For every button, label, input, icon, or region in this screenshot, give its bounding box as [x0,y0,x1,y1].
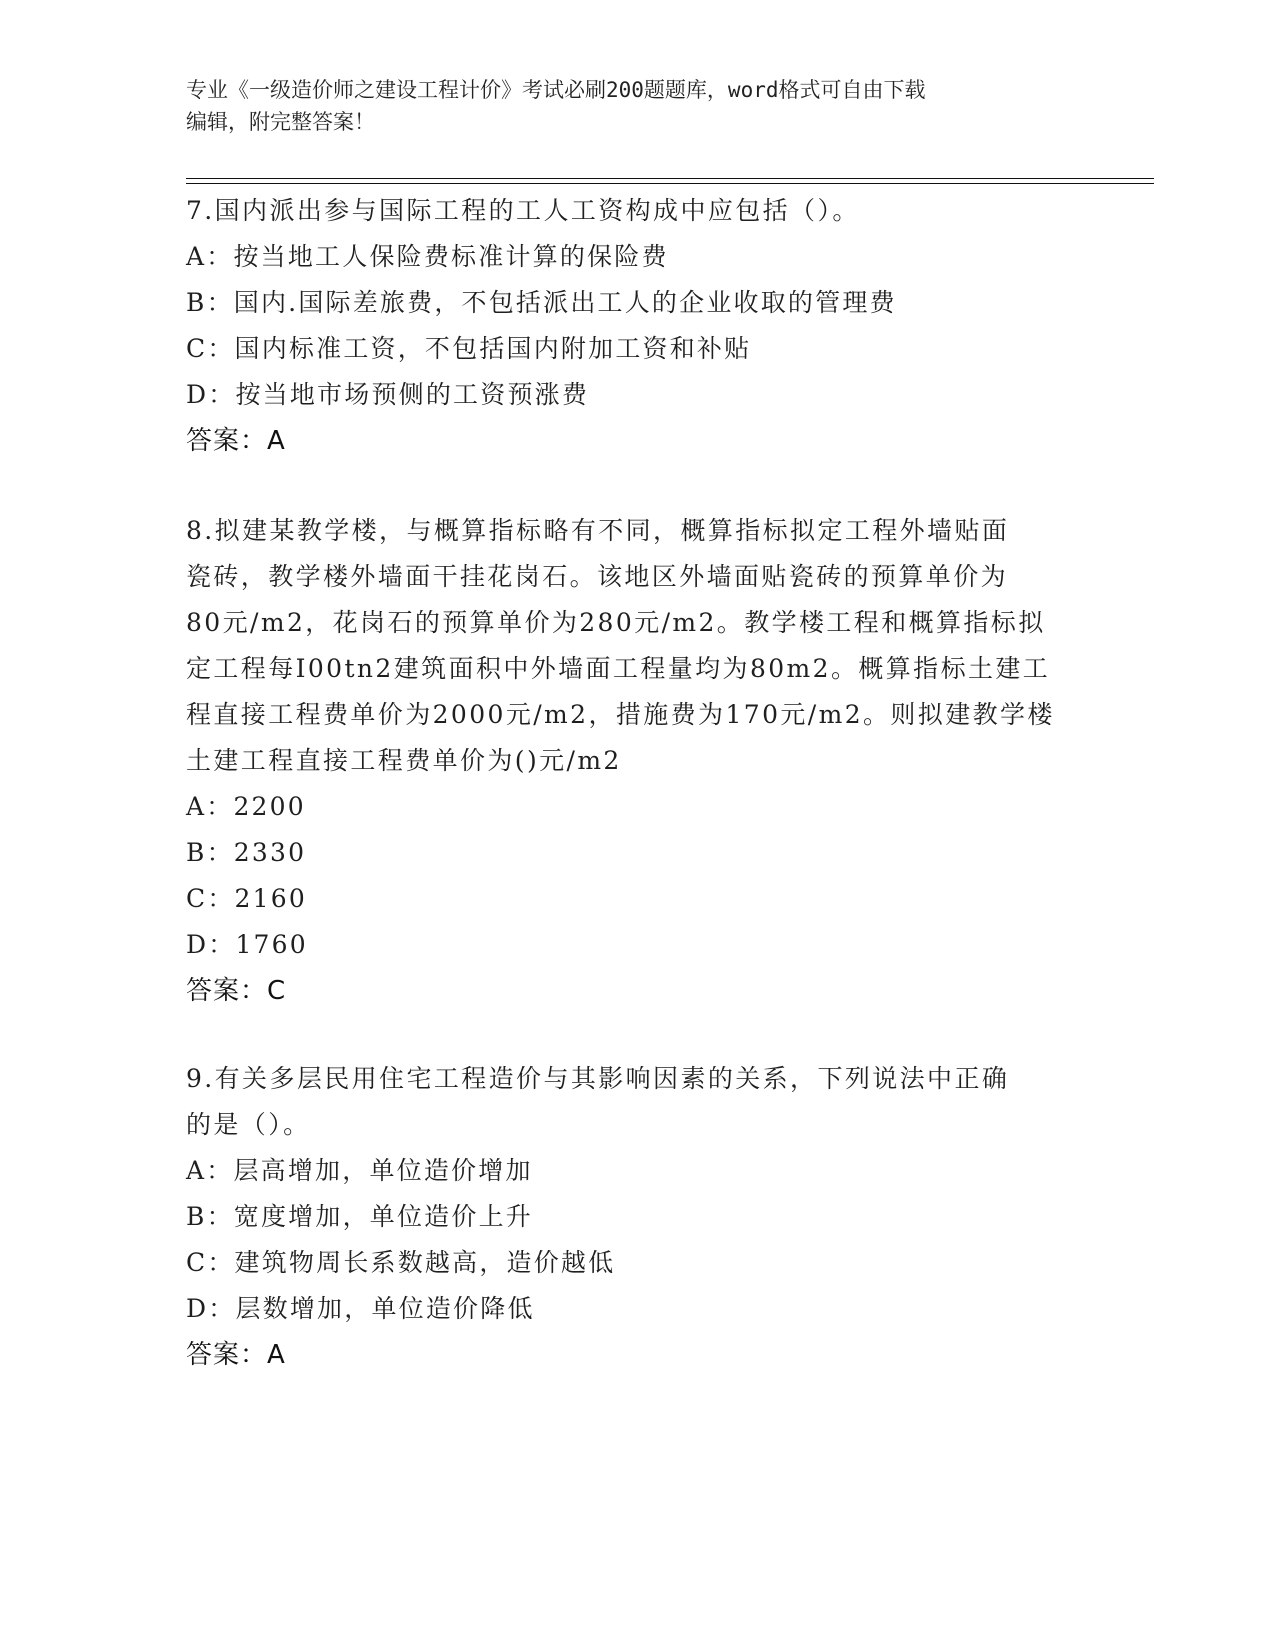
document-header [186,74,1086,138]
header-line-2: 编辑，附完整答案！ [186,110,375,134]
question-text-line: 9.有关多层民用住宅工程造价与其影响因素的关系，下列说法中正确 [186,1064,1010,1093]
option-d: D：层数增加，单位造价降低 [186,1294,535,1323]
option-a: A：2200 [186,792,306,821]
header-divider-bottom [186,183,1154,184]
question-text-line: 的是（）。 [186,1110,311,1139]
question-text-line: 定工程每I00tn2建筑面积中外墙面工程量均为80m2。概算指标土建工 [186,654,1051,683]
question-text-line: 7.国内派出参与国际工程的工人工资构成中应包括（）。 [186,196,860,225]
question-text-line: 80元/m2，花岗石的预算单价为280元/m2。教学楼工程和概算指标拟 [186,608,1046,637]
option-b: B：国内.国际差旅费，不包括派出工人的企业收取的管理费 [186,288,897,317]
question-9 [186,1056,1086,1378]
option-a: A：按当地工人保险费标准计算的保险费 [186,242,669,271]
option-d: D：按当地市场预侧的工资预涨费 [186,380,590,409]
option-c: C：国内标准工资，不包括国内附加工资和补贴 [186,334,752,363]
header-divider-top [186,178,1154,179]
header-line-1: 专业《一级造价师之建设工程计价》考试必刷200题题库，word格式可自由下载 [186,78,926,102]
question-text [186,1056,1086,1148]
option-b: B：宽度增加，单位造价上升 [186,1202,533,1231]
option-c: C：建筑物周长系数越高，造价越低 [186,1248,616,1277]
question-8 [186,508,1086,1014]
option-b: B：2330 [186,838,307,867]
question-text-line: 土建工程直接工程费单价为()元/m2 [186,746,622,775]
question-text [186,508,1086,784]
answer-label: 答案：C [186,976,287,1006]
answer-label: 答案：A [186,1340,286,1370]
question-text-line: 程直接工程费单价为2000元/m2，措施费为170元/m2。则拟建教学楼 [186,700,1055,729]
option-c: C：2160 [186,884,307,913]
option-d: D：1760 [186,930,308,959]
option-a: A：层高增加，单位造价增加 [186,1156,533,1185]
question-7 [186,188,1086,464]
answer-label: 答案：A [186,426,286,456]
question-text [186,188,1086,234]
question-text-line: 瓷砖，教学楼外墙面干挂花岗石。该地区外墙面贴瓷砖的预算单价为 [186,562,1009,591]
question-text-line: 8.拟建某教学楼，与概算指标略有不同，概算指标拟定工程外墙贴面 [186,516,1010,545]
